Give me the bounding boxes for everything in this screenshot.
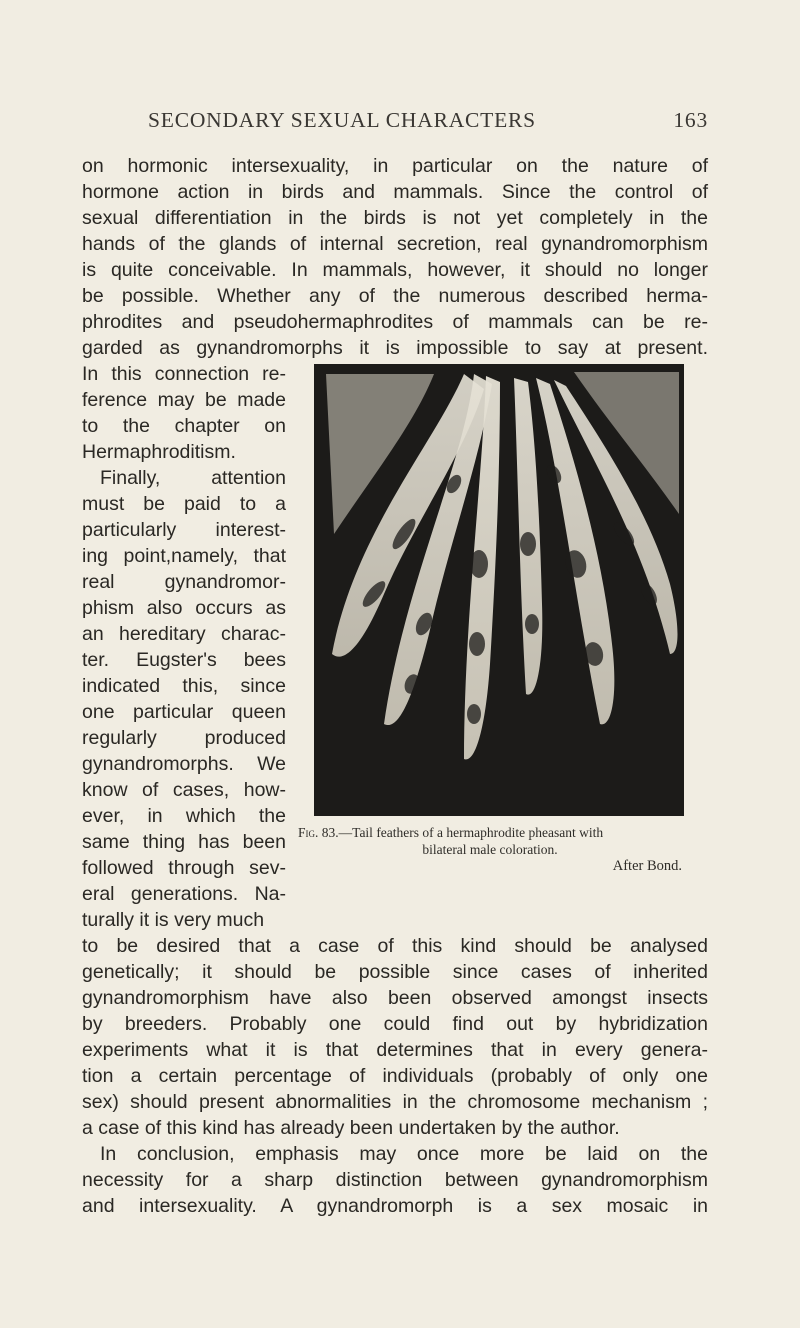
text-line: gynandromorphism have also been observed amongst insects [82,987,708,1009]
text-line: to be desired that a case of this kind should be analysed [82,935,708,957]
text-line: an hereditary charac- [82,623,286,645]
text-line: sexual differentiation in the birds is not yet completely in the [82,207,708,229]
text-line: turally it is very much [82,909,265,931]
text-line: regularly produced [82,727,286,749]
text-line: hands of the glands of internal secretion, real gynandromorphism [82,233,708,255]
text-line: know of cases, how- [82,779,286,801]
text-line: same thing has been [82,831,286,853]
text-line: be possible. Whether any of the numerous described herma- [82,285,708,307]
figure-credit: After Bond. [612,858,682,874]
text-line: by breeders. Probably one could find out by hybridization [82,1013,708,1035]
text-line: eral generations. Na- [82,883,286,905]
text-line: is quite conceivable. In mammals, however, it should no longer [82,259,708,281]
text-line: experiments what it is that determines that in every genera- [82,1039,708,1061]
caption-line-2: bilateral male coloration. [422,842,558,857]
text-line: ter. Eugster's bees [82,649,286,671]
text-line: In this connection re- [82,363,286,385]
text-line: on hormonic intersexuality, in particular on the nature of [82,155,708,177]
text-line: must be paid to a [82,493,286,515]
text-line: In conclusion, emphasis may once more be laid on the [100,1143,708,1165]
text-line: particularly interest- [82,519,286,541]
text-line: tion a certain percentage of individuals (probably of only one [82,1065,708,1087]
text-line: genetically; it should be possible since cases of inherited [82,961,708,983]
text-line: sex) should present abnormalities in the chromosome mechanism ; [82,1091,708,1113]
text-line: necessity for a sharp distinction between gynandromorphism [82,1169,708,1191]
text-line: hormone action in birds and mammals. Since the control of [82,181,708,203]
page-number: 163 [673,108,708,132]
text-line: Hermaphroditism. [82,441,236,463]
text-line: Finally, attention [100,467,286,489]
text-line: ing point,namely, that [82,545,286,567]
caption-line-1: —Tail feathers of a hermaphrodite pheasant with [338,825,604,840]
text-line: real gynandromor- [82,571,286,593]
text-line: indicated this, since [82,675,286,697]
figure-photo [314,364,684,816]
text-line: and intersexuality. A gynandromorph is a sex mosaic in [82,1195,708,1217]
text-line: one particular queen [82,701,286,723]
text-line: gynandromorphs. We [82,753,286,775]
text-line: phrodites and pseudohermaphrodites of mammals can be re- [82,311,708,333]
text-line: ference may be made [82,389,286,411]
text-line: phism also occurs as [82,597,286,619]
tail-feathers-illustration [314,364,684,816]
text-line: to the chapter on [82,415,286,437]
text-line: ever, in which the [82,805,286,827]
text-line: a case of this kind has already been undertaken by the author. [82,1117,620,1139]
text-line: followed through sev- [82,857,286,879]
text-line: garded as gynandromorphs it is impossible to say at present. [82,337,708,359]
running-head-title: SECONDARY SEXUAL CHARACTERS [148,108,536,132]
figure-label: Fig. 83. [298,825,339,840]
